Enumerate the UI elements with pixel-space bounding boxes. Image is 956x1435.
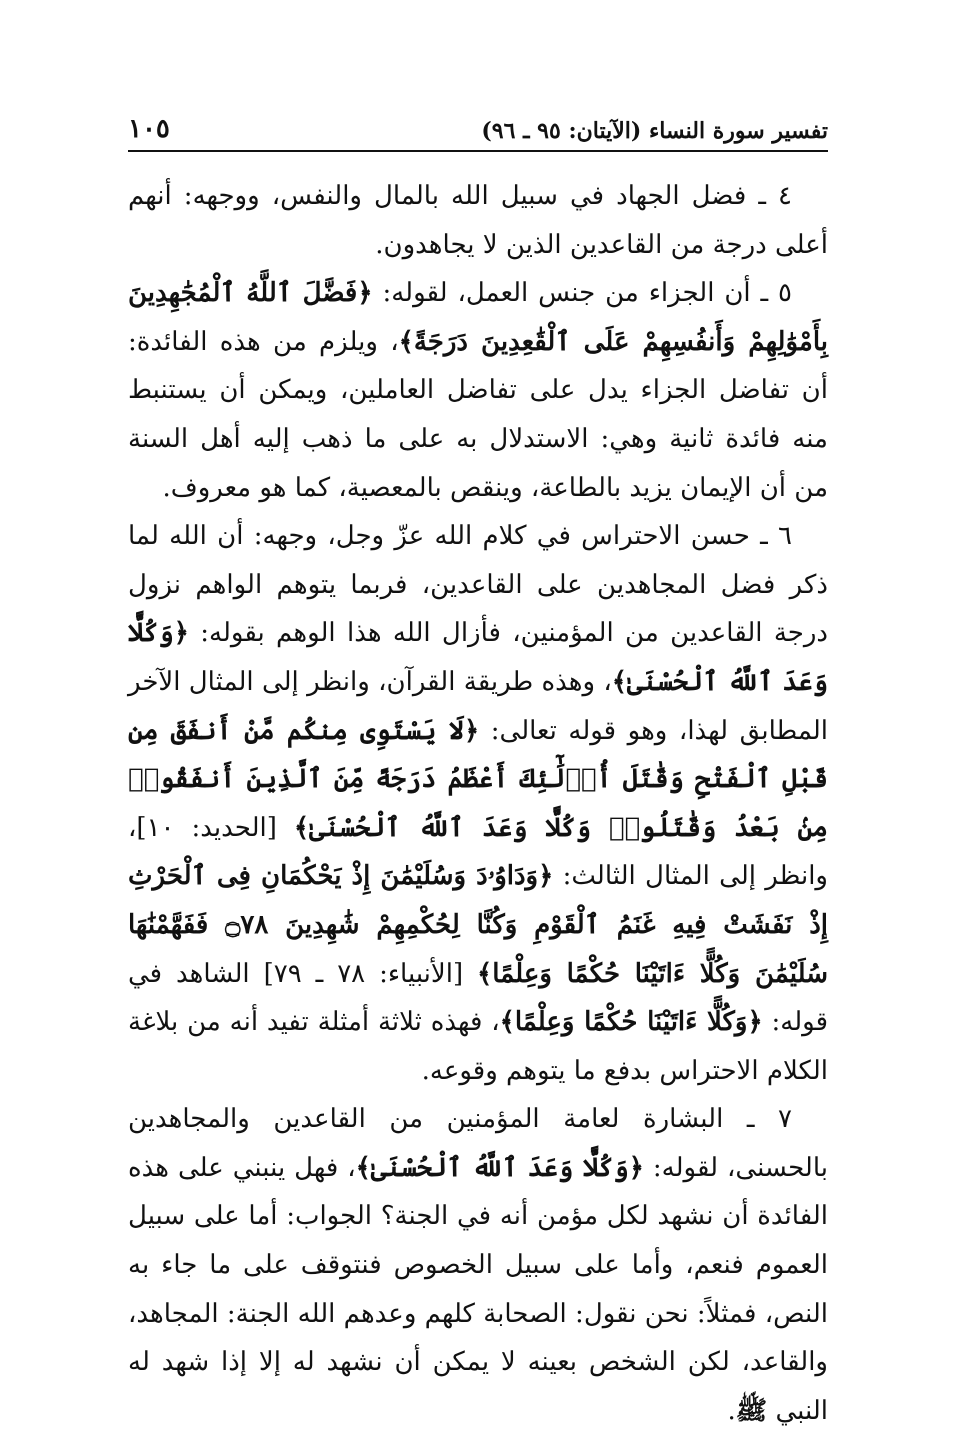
salawat-ornament: ﷺ	[735, 1395, 768, 1426]
page-number: ١٠٥	[128, 114, 170, 144]
paragraph-text: [الأنبياء: ٧٨ ـ ٧٩] الشاهد في قوله:	[128, 958, 828, 1038]
paragraph-p4	[128, 172, 828, 269]
paragraph-text: ٥ ـ أن الجزاء من جنس العمل، لقوله:	[372, 278, 792, 309]
paragraph-text: ، فهذه ثلاثة أمثلة تفيد أنه من بلاغة الكلام الاحتراس بدفع ما يتوهم وقوعه.	[128, 1007, 828, 1086]
page-header	[128, 100, 828, 152]
quran-verse: ﴿وَكُلًّا وَعَدَ ٱللَّهُ ٱلْحُسْنَىٰ﴾	[355, 1152, 644, 1183]
quran-verse: ﴿وَكُلًّا ءَاتَيْنَا حُكْمًا وَعِلْمًا﴾	[499, 1007, 763, 1038]
paragraph-text: ٤ ـ فضل الجهاد في سبيل الله بالمال والنفس، ووجهه: أنهم أعلى درجة من القاعدين الذين لا يجاهدون.	[128, 181, 828, 260]
paragraph-text: ، فهل ينبني على هذه الفائدة أن نشهد لكل مؤمن أنه في الجنة؟ الجواب: أما على سبيل العموم فنعم، وأما على سبيل الخصوص فنتوقف على ما جاء به النص، فمثلاً: نحن نقول: الصحابة كلهم وعدهم الله الجنة: المجاهد، والقاعد، لكن الشخص بعينه لا يمكن أن نشهد له إلا إذا شهد له النبي	[128, 1152, 828, 1426]
paragraph-text: ، وهذه طريقة القرآن، وانظر إلى المثال الآخر المطابق لهذا، وهو قوله تعالى:	[128, 666, 828, 746]
paragraph-p7	[128, 1095, 828, 1435]
paragraph-text: ، ويلزم من هذه الفائدة: أن تفاضل الجزاء يدل على تفاضل العاملين، ويمكن أن يستنبط منه فائدة ثانية وهي: الاستدلال به على ما ذهب إليه أهل السنة من أن الإيمان يزيد بالطاعة، وينقص بالمعصية، كما هو معروف.	[128, 326, 828, 503]
running-title: تفسير سورة النساء (الآيتان: ٩٥ ـ ٩٦)	[481, 118, 828, 144]
paragraph-text: [الحديد: ١٠]، وانظر إلى المثال الثالث:	[128, 812, 828, 892]
paragraph-p5	[128, 269, 828, 512]
page-body	[128, 172, 828, 1435]
quran-verse: ﴿فَضَّلَ ٱللَّهُ ٱلْمُجَٰهِدِينَ بِأَمْوَٰلِهِمْ وَأَنفُسِهِمْ عَلَى ٱلْقَٰعِدِينَ دَرَجَةً﴾	[128, 278, 828, 357]
paragraph-text: ٦ ـ حسن الاحتراس في كلام الله عزّ وجل، وجهه: أن الله لما ذكر فضل المجاهدين على القاعدين، فربما يتوهم الواهم نزول درجة القاعدين من المؤمنين، فأزال الله هذا الوهم بقوله:	[128, 521, 828, 649]
quran-verse: ﴿لَا يَسْتَوِى مِنكُم مَّنْ أَنفَقَ مِن قَبْلِ ٱلْفَتْحِ وَقَٰتَلَ أُو۟لَٰٓئِكَ أَعْظَمُ دَرَجَةً مِّنَ ٱلَّذِينَ أَنفَقُوا۟ مِنۢ بَعْدُ وَقَٰتَلُوا۟ وَكُلًّا وَعَدَ ٱللَّهُ ٱلْحُسْنَىٰ﴾	[128, 715, 828, 843]
quran-verse: ﴿وَدَاوُۥدَ وَسُلَيْمَٰنَ إِذْ يَحْكُمَانِ فِى ٱلْحَرْثِ إِذْ نَفَشَتْ فِيهِ غَنَمُ ٱلْقَوْمِ وَكُنَّا لِحُكْمِهِمْ شَٰهِدِينَ ۝٧٨ فَفَهَّمْنَٰهَا سُلَيْمَٰنَ وَكُلًّا ءَاتَيْنَا حُكْمًا وَعِلْمًا﴾	[128, 861, 829, 989]
paragraph-text: .	[727, 1395, 736, 1426]
paragraph-text: ٧ ـ البشارة لعامة المؤمنين من القاعدين والمجاهدين بالحسنى، لقوله:	[128, 1104, 828, 1183]
quran-verse: ﴿وَكُلًّا وَعَدَ ٱللَّهُ ٱلْحُسْنَىٰ﴾	[128, 618, 829, 697]
paragraph-p6	[128, 512, 828, 1095]
